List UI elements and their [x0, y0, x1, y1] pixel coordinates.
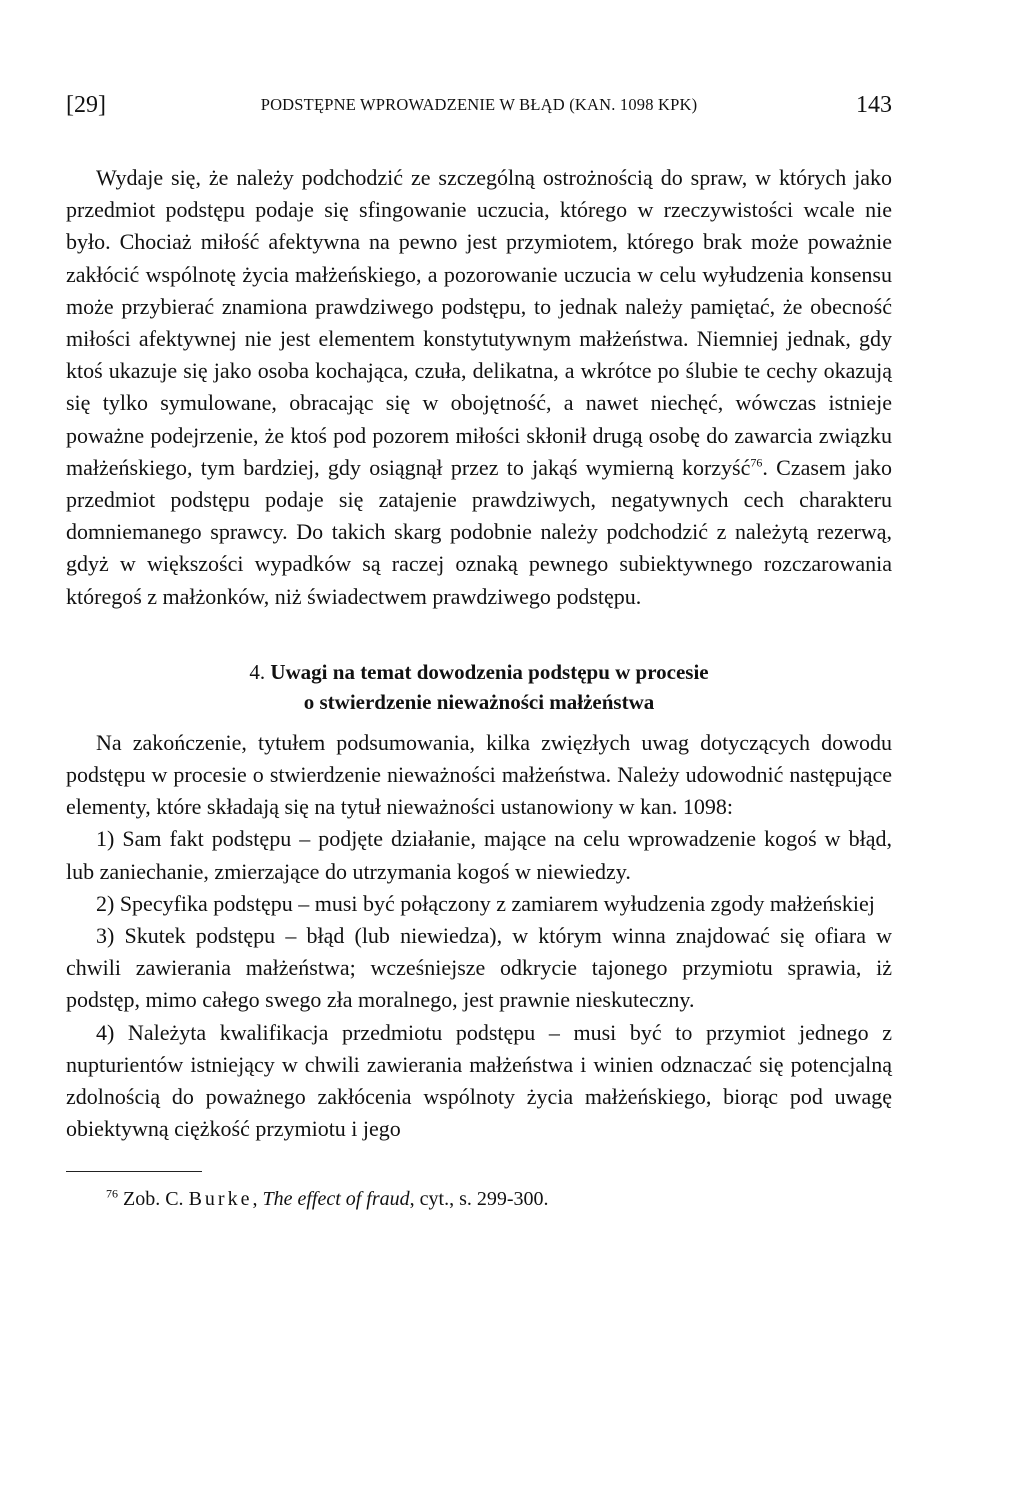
footnote-divider	[66, 1171, 202, 1172]
footnote-comma: ,	[252, 1188, 263, 1211]
footnote-reference-76[interactable]: 76	[750, 455, 763, 470]
list-item-4: 4) Należyta kwalifikacja przedmiotu podstępu – musi być to przymiot jednego z nupturientów istniejący w chwili zawierania małżeństwa i winien odznaczać się potencjalną zdolnością do poważnego zakłócenia wspólnoty życia małżeńskiego, biorąc pod uwagę obiektywną ciężkość przymiotu i jego	[66, 1019, 892, 1142]
section-title-1: Uwagi na temat dowodzenia podstępu w procesie	[270, 659, 709, 684]
running-header	[66, 92, 892, 128]
section-heading-line-1	[66, 657, 892, 687]
body-paragraph-2: Na zakończenie, tytułem podsumowania, kilka zwięzłych uwag dotyczących dowodu podstępu w procesie o stwierdzenie nieważności małżeństwa. Należy udowodnić następujące elementy, które składają się na tytuł nieważności ustanowiony w kan. 1098:	[66, 729, 892, 820]
footnote-mark: 76	[106, 1186, 118, 1201]
section-number: 4.	[249, 659, 266, 684]
section-heading	[66, 657, 892, 717]
running-title: PODSTĘPNE WPROWADZENIE W BŁĄD (KAN. 1098 KPK)	[260, 95, 698, 114]
list-item-2: 2) Specyfika podstępu – musi być połączony z zamiarem wyłudzenia zgody małżeńskiej	[96, 890, 875, 916]
body-paragraph-1	[66, 162, 892, 613]
chapter-reference: [29]	[66, 92, 106, 118]
footnote-prefix: Zob. C.	[123, 1188, 189, 1211]
section-title-2: o stwierdzenie nieważności małżeństwa	[303, 689, 655, 714]
document-page	[66, 92, 892, 1212]
footnote-title: The effect of fraud	[262, 1188, 410, 1211]
list-item-3: 3) Skutek podstępu – błąd (lub niewiedza), w którym winna znajdować się ofiara w chwili zawierania małżeństwa; wcześniejsze odkrycie tajonego przymiotu sprawia, iż podstęp, mimo całego swego zła moralnego, jest prawnie nieskuteczny.	[66, 923, 892, 1013]
footnote-author: Burke	[188, 1188, 253, 1211]
paragraph-1-text-b: . Czasem jako przedmiot podstępu podaje się zatajenie prawdziwych, negatywnych cech charakteru domniemanego sprawcy. Do takich skarg podobnie należy podchodzić z należytą rezerwą, gdyż w większości wypadków są raczej oznaką pewnego subiektywnego rozczarowania któregoś z małżonków, niż świadectwem prawdziwego podstępu.	[66, 454, 892, 609]
page-number: 143	[856, 92, 892, 118]
list-item-1: 1) Sam fakt podstępu – podjęte działanie, mające na celu wprowadzenie kogoś w błąd, lub zaniechanie, zmierzające do utrzymania kogoś w niewiedzy.	[66, 826, 892, 884]
footnote-76	[66, 1186, 892, 1212]
footnote-suffix: , cyt., s. 299-300.	[409, 1188, 549, 1211]
paragraph-1-text-a: Wydaje się, że należy podchodzić ze szczególną ostrożnością do spraw, w których jako przedmiot podstępu podaje się sfingowanie uczucia, którego w rzeczywistości wcale nie było. Chociaż miłość afektywna na pewno jest przymiotem, którego brak może poważnie zakłócić wspólnotę życia małżeńskiego, a pozorowanie uczucia w celu wyłudzenia konsensu może przybierać znamiona prawdziwego podstępu, to jednak należy pamiętać, że obecność miłości afektywnej nie jest elementem konstytutywnym małżeństwa. Niemniej jednak, gdy ktoś ukazuje się jako osoba kochająca, czuła, delikatna, a wkrótce po ślubie te cechy okazują się tylko symulowane, obracając się w obojętność, a nawet niechęć, wówczas istnieje poważne podejrzenie, że ktoś pod pozorem miłości skłonił drugą osobę do zawarcia związku małżeńskiego, tym bardziej, gdy osiągnął przez to jakąś wymierną korzyść	[66, 165, 892, 480]
